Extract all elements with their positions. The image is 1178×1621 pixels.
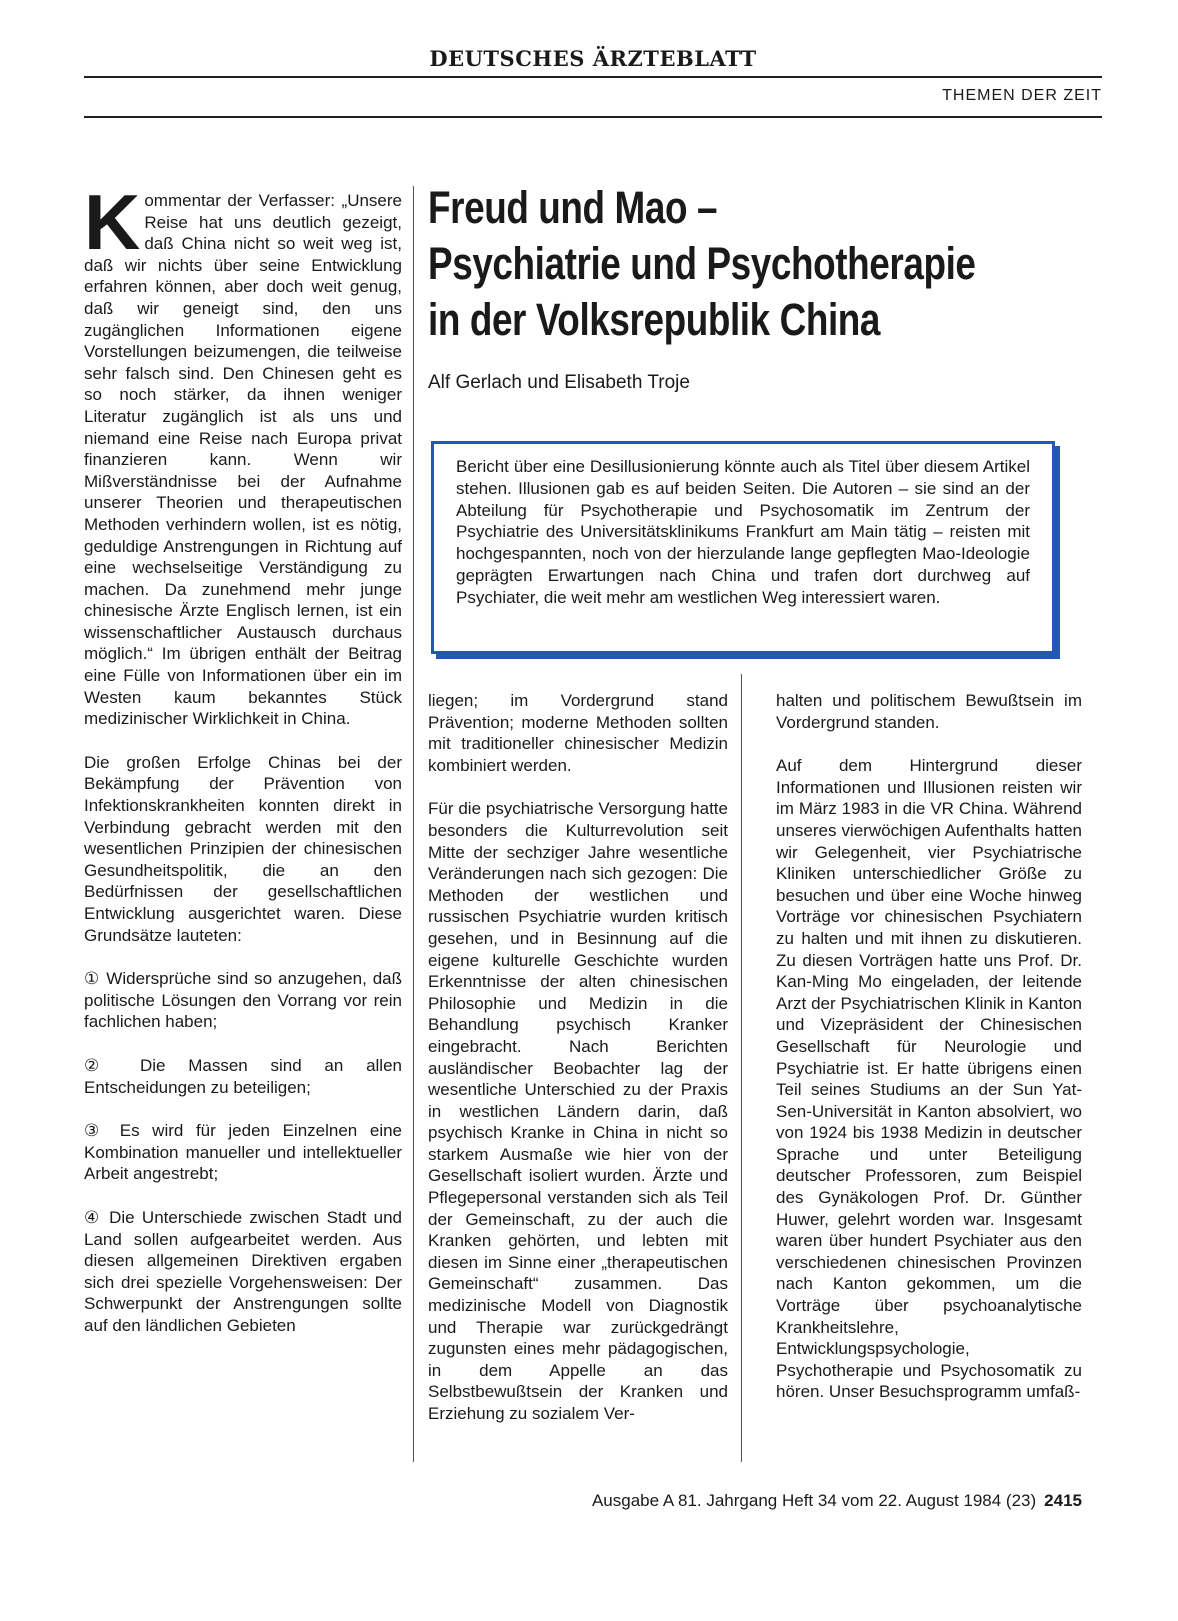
column1-paragraph-2: Die großen Erfolge Chinas bei der Bekämpfung der Prävention von Infektionskrankheiten konnten direkt in Verbindung gebracht werden mit den wesentlichen Prinzipien der chinesischen Gesundheitspolitik, die an den Bedürfnissen der gesellschaftlichen Entwicklung ausgerichtet waren. Diese Grundsätze lauteten: bbox=[84, 752, 402, 945]
column-divider-2 bbox=[741, 674, 742, 1462]
column2-paragraph-2: Für die psychiatrische Versorgung hatte besonders die Kulturrevolution seit Mitte der sechziger Jahre wesentliche Veränderungen nach sich gezogen: Die Methoden der westlichen und russischen Psychiatrie wurden kritisch gesehen, und in Besinnung auf die eigene kulturelle Geschichte wurden Erkenntnisse der alten chinesischen Philosophie und Medizin in die Behandlung psychisch Kranker eingebracht. Nach Berichten ausländischer Beobachter lag der wesentliche Unterschied zu der Praxis in westlichen Ländern darin, daß psychisch Kranke in China in nicht so starkem Ausmaße wie hier von der Gesellschaft isoliert wurden. Ärzte und Pflegepersonal verstanden sich als Teil der Gemeinschaft, zu der auch die Kranken gehörten, und lebten mit diesen im Sinne einer „therapeutischen Gemeinschaft“ zusammen. Das medizinische Modell von Diagnostik und Therapie war zurückgedrängt zugunsten eines mehr pädagogischen, in dem Appelle an das Selbstbewußtsein der Kranken und Erziehung zu sozialem Ver- bbox=[428, 799, 728, 1423]
column1-item-3: ③ Es wird für jeden Einzelnen eine Kombination manueller und intellektueller Arbeit angestrebt; bbox=[84, 1121, 402, 1184]
page-number: 2415 bbox=[1044, 1491, 1082, 1510]
column-3 bbox=[776, 690, 1082, 1425]
column1-paragraph-1 bbox=[84, 178, 402, 730]
column1-item-4: ④ Die Unterschiede zwischen Stadt und Land sollen aufgearbeitet werden. Aus diesen allgemeinen Direktiven ergaben sich drei spezielle Vorgehensweisen: Der Schwerpunkt der Anstrengungen sollte auf den ländlichen Gebieten bbox=[84, 1207, 402, 1335]
title-line-3: in der Volksrepublik China bbox=[428, 294, 881, 345]
column1-paragraph-1-text: ommentar der Verfasser: „Unsere Reise hat uns deutlich gezeigt, daß China nicht so weit weg ist, daß wir nichts über seine Entwicklung erfahren können, aber doch weit genug, daß wir geneigt sind, den uns zugänglichen Informationen eigene Vorstellungen beizumengen, die teilweise sehr falsch sind. Den Chinesen geht es so noch stärker, da ihnen weniger Literatur zugänglich ist als uns und niemand eine Reise nach Europa privat finanzieren kann. Wenn wir Mißverständnisse bei der Aufnahme unserer Theorien und therapeutischen Methoden verhindern wollen, ist es nötig, geduldige Anstrengungen in Richtung auf eine wechselseitige Verständigung zu machen. Da zunehmend mehr junge chinesische Ärzte Englisch lernen, ist ein wissenschaftlicher Austausch durchaus möglich.“ Im übrigen enthält der Beitrag eine Fülle von Informationen über ein im Westen kaum bekanntes Stück medizinischer Wirklichkeit in China. bbox=[84, 191, 402, 729]
header-rule-top bbox=[84, 76, 1102, 78]
drop-cap: K bbox=[84, 178, 141, 266]
title-line-2: Psychiatrie und Psychotherapie bbox=[428, 238, 976, 289]
article-title bbox=[428, 180, 976, 348]
section-label: THEMEN DER ZEIT bbox=[942, 87, 1102, 104]
issue-info: Ausgabe A 81. Jahrgang Heft 34 vom 22. August 1984 (23) bbox=[591, 1491, 1037, 1510]
masthead: DEUTSCHES ÄRZTEBLATT bbox=[429, 46, 757, 71]
page-footer bbox=[592, 1491, 1082, 1511]
column3-paragraph-1: halten und politischem Bewußtsein im Vordergrund standen. bbox=[776, 691, 1082, 732]
column2-paragraph-1: liegen; im Vordergrund stand Prävention; moderne Methoden sollten mit traditioneller chinesischer Medizin kombiniert werden. bbox=[428, 691, 728, 775]
column-divider-1 bbox=[413, 186, 414, 1462]
column1-item-2: ② Die Massen sind an allen Entscheidungen zu beteiligen; bbox=[84, 1055, 402, 1097]
header-rule-bottom bbox=[84, 116, 1102, 118]
abstract-box: Bericht über eine Desillusionierung könnte auch als Titel über diesem Artikel stehen. Illusionen gab es auf beiden Seiten. Die Autoren – sie sind an der Abteilung für Psychotherapie und Psychosomatik im Zentrum der Psychiatrie des Universitätsklinikums Frankfurt am Main tätig – reisten mit hochgespannten, noch von der hierzulande lange gepflegten Mao-Ideologie geprägten Erwartungen nach China und trafen dort durchweg auf Psychiater, die weit mehr am westlichen Weg interessiert waren. bbox=[431, 441, 1055, 654]
column-2 bbox=[428, 690, 728, 1447]
title-line-1: Freud und Mao – bbox=[428, 182, 718, 233]
column1-item-1: ① Widersprüche sind so anzugehen, daß politische Lösungen den Vorrang vor rein fachlichen haben; bbox=[84, 969, 402, 1032]
column3-paragraph-2: Auf dem Hintergrund dieser Informationen und Illusionen reisten wir im März 1983 in die VR China. Während unseres vierwöchigen Aufenthalts hatten wir Gelegenheit, vier Psychiatrische Kliniken unterschiedlicher Größe zu besuchen und über eine Woche hinweg Vorträge vor chinesischen Psychiatern zu halten und mit ihnen zu diskutieren. Zu diesen Vorträgen hatte uns Prof. Dr. Kan-Ming Mo eingeladen, der leitende Arzt der Psychiatrischen Klinik in Kanton und Vizepräsident der Chinesischen Gesellschaft für Neurologie und Psychiatrie ist. Er hatte übrigens einen Teil seines Studiums an der Sun Yat-Sen-Universität in Kanton absolviert, wo von 1924 bis 1938 Medizin in deutscher Sprache und unter Beteiligung deutscher Professoren, zum Beispiel des Gynäkologen Prof. Dr. Günther Huwer, gelehrt worden war. Insgesamt waren über hundert Psychiater aus den verschiedenen chinesischen Provinzen nach Kanton gekommen, um die Vorträge über psychoanalytische Krankheitslehre, Entwicklungspsychologie, Psychotherapie und Psychosomatik zu hören. Unser Besuchsprogramm umfaß- bbox=[776, 756, 1082, 1402]
article-authors: Alf Gerlach und Elisabeth Troje bbox=[428, 372, 690, 393]
column-1 bbox=[84, 178, 402, 1359]
